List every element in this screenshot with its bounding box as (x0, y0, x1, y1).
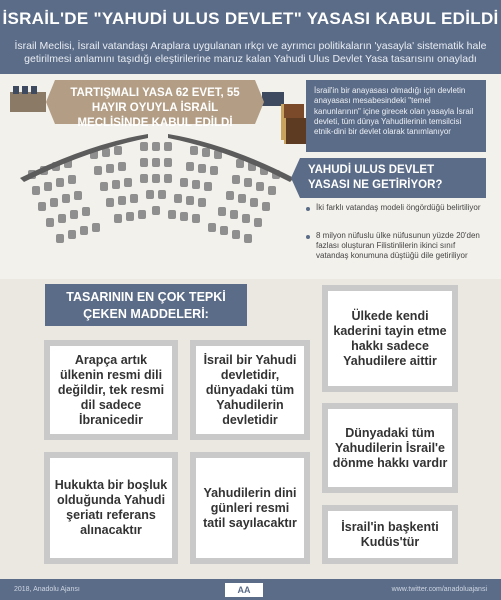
vote-result-tag: TARTIŞMALI YASA 62 EVET, 55 HAYIR OYUYLA İSRAİL MECLİSİNDE KABUL EDİLDİ (55, 80, 255, 124)
seat-block-center-left (90, 146, 146, 223)
footer-copyright: 2018, Anadolu Ajansı (14, 586, 80, 593)
bench-arc (20, 134, 148, 182)
chair-icon (22, 86, 28, 94)
seat-block-center-right (168, 146, 222, 223)
question-heading: YAHUDİ ULUS DEVLET YASASI NE GETİRİYOR? (300, 158, 486, 198)
seat-block-center (140, 142, 172, 215)
page-subtitle: İsrail Meclisi, İsrail vatandaşı Araplara uygulanan ırkçı ve ayrımcı politikaların 'yasayla' sistematik hale getirilmesi anlamını taşıdığı eleştirilerine maruz kalan Yahudi Ulus Devlet Yasa tasarısını onayladı (14, 40, 487, 65)
constitution-info-box: İsrail'in bir anayasası olmadığı için devletin anayasası mesabesindeki "temel kanunlarının" içine girecek olan yasayla İsrail devleti, tüm dünya Yahudilerinin temsilcisi etnik-dini bir devlet olarak tanımlanıyor (306, 80, 486, 152)
article-card: Yahudilerin dini günleri resmi tatil sayılacaktır (190, 452, 310, 564)
bullet-item: 8 milyon nüfuslu ülke nüfusunun yüzde 20'den fazlası oluşturan Filistinlilerin ikinci sınıf vatandaş konumuna düştüğü dile getiriliyor (316, 231, 480, 260)
article-card: İsrail'in başkenti Kudüs'tür (322, 505, 458, 564)
bullet-item: İki farklı vatandaş modeli öngördüğü belirtiliyor (316, 203, 481, 212)
chair-icon (13, 86, 19, 94)
article-card: İsrail bir Yahudi devletidir, dünyadaki tüm Yahudilerin devletidir (190, 340, 310, 440)
article-card: Arapça artık ülkenin resmi dili değildir, tek resmi dil sadece İbranicedir (44, 340, 178, 440)
page-title: İSRAİL'DE "YAHUDİ ULUS DEVLET" YASASI KABUL EDİLDİ (2, 9, 499, 28)
article-card: Dünyadaki tüm Yahudilerin İsrail'e dönme hakkı vardır (322, 403, 458, 493)
footer-twitter-link[interactable]: www.twitter.com/anadoluajansi (391, 586, 487, 593)
article-card: Ülkede kendi kaderini tayin etme hakkı sadece Yahudilere aittir (322, 285, 458, 392)
articles-heading: TASARININ EN ÇOK TEPKİ ÇEKEN MADDELERİ: (45, 284, 247, 326)
parliament-seats-icon (18, 130, 298, 280)
article-card: Hukukta bir boşluk olduğunda Yahudi şeriatı referans alınacaktır (44, 452, 178, 564)
bullet-dot (306, 207, 310, 211)
agency-logo: AA (225, 583, 263, 597)
bullet-dot (306, 235, 310, 239)
podium-icon (10, 92, 46, 112)
chair-icon (31, 86, 37, 94)
